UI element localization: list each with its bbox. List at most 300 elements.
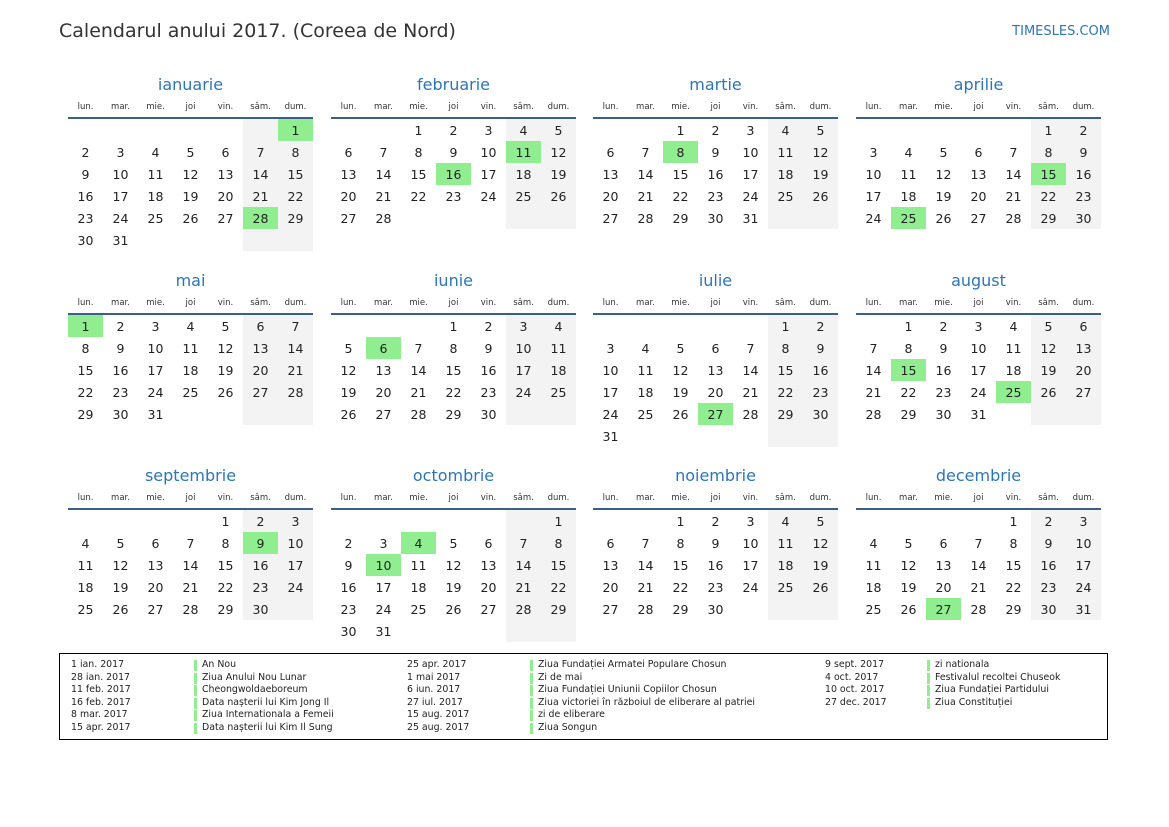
day-cell[interactable]: 17 [1066,554,1101,576]
day-cell[interactable]: 19 [803,554,838,576]
day-cell[interactable]: 8 [414,144,423,160]
day-cell[interactable]: 1 [68,315,103,337]
day-cell[interactable]: 5 [344,340,353,356]
day-cell[interactable]: 8 [449,340,458,356]
day-cell[interactable]: 23 [445,188,462,204]
day-cell[interactable]: 9 [1031,532,1066,554]
day-cell[interactable]: 28 [182,601,199,617]
day-cell[interactable]: 27 [217,210,234,226]
day-cell[interactable]: 13 [243,337,278,359]
day-cell[interactable]: 5 [676,340,685,356]
day-cell[interactable]: 23 [1066,185,1101,207]
day-cell[interactable]: 2 [81,144,90,160]
day-cell[interactable]: 5 [939,144,948,160]
day-cell[interactable]: 14 [243,163,278,185]
day-cell[interactable]: 1 [221,513,230,529]
day-cell[interactable]: 19 [1031,359,1066,381]
day-cell[interactable]: 6 [711,340,720,356]
day-cell[interactable]: 10 [506,337,541,359]
day-cell[interactable]: 3 [278,510,313,532]
day-cell[interactable]: 3 [974,318,983,334]
day-cell[interactable]: 29 [278,207,313,229]
day-cell[interactable]: 11 [410,557,427,573]
day-cell[interactable]: 20 [602,188,619,204]
day-cell[interactable]: 7 [506,532,541,554]
day-cell[interactable]: 12 [112,557,129,573]
day-cell[interactable]: 24 [602,406,619,422]
day-cell[interactable]: 1 [278,119,313,141]
day-cell[interactable]: 4 [904,144,913,160]
day-cell[interactable]: 25 [637,406,654,422]
day-cell[interactable]: 13 [375,362,392,378]
day-cell[interactable]: 25 [410,601,427,617]
day-cell[interactable]: 26 [340,406,357,422]
day-cell[interactable]: 12 [340,362,357,378]
day-cell[interactable]: 18 [147,188,164,204]
day-cell[interactable]: 30 [480,406,497,422]
day-cell[interactable]: 26 [803,185,838,207]
day-cell[interactable]: 18 [768,163,803,185]
day-cell[interactable]: 17 [970,362,987,378]
day-cell[interactable]: 30 [803,403,838,425]
day-cell[interactable]: 24 [278,576,313,598]
day-cell[interactable]: 28 [1005,210,1022,226]
day-cell[interactable]: 1 [541,510,576,532]
day-cell[interactable]: 12 [1031,337,1066,359]
day-cell[interactable]: 21 [410,384,427,400]
day-cell[interactable]: 3 [379,535,388,551]
day-cell[interactable]: 2 [116,318,125,334]
day-cell[interactable]: 18 [182,362,199,378]
day-cell[interactable]: 17 [506,359,541,381]
day-cell[interactable]: 18 [768,554,803,576]
day-cell[interactable]: 29 [672,210,689,226]
day-cell[interactable]: 8 [904,340,913,356]
day-cell[interactable]: 1 [414,122,423,138]
day-cell[interactable]: 13 [602,557,619,573]
day-cell[interactable]: 1 [449,318,458,334]
day-cell[interactable]: 20 [147,579,164,595]
day-cell[interactable]: 29 [77,406,94,422]
day-cell[interactable]: 16 [803,359,838,381]
day-cell[interactable]: 21 [637,579,654,595]
day-cell[interactable]: 8 [768,337,803,359]
day-cell[interactable]: 20 [1066,359,1101,381]
day-cell[interactable]: 7 [641,535,650,551]
day-cell[interactable]: 14 [637,557,654,573]
day-cell[interactable]: 8 [541,532,576,554]
day-cell[interactable]: 29 [445,406,462,422]
day-cell[interactable]: 15 [410,166,427,182]
day-cell[interactable]: 20 [217,188,234,204]
day-cell[interactable]: 11 [865,557,882,573]
day-cell[interactable]: 18 [506,163,541,185]
day-cell[interactable]: 27 [375,406,392,422]
day-cell[interactable]: 1 [904,318,913,334]
day-cell[interactable]: 16 [1031,554,1066,576]
day-cell[interactable]: 2 [939,318,948,334]
day-cell[interactable]: 12 [182,166,199,182]
day-cell[interactable]: 14 [506,554,541,576]
day-cell[interactable]: 25 [768,576,803,598]
day-cell[interactable]: 22 [900,384,917,400]
day-cell[interactable]: 6 [243,315,278,337]
day-cell[interactable]: 21 [865,384,882,400]
day-cell[interactable]: 13 [147,557,164,573]
day-cell[interactable]: 19 [445,579,462,595]
day-cell[interactable]: 15 [672,557,689,573]
day-cell[interactable]: 20 [480,579,497,595]
day-cell[interactable]: 12 [803,141,838,163]
day-cell[interactable]: 17 [742,557,759,573]
day-cell[interactable]: 22 [77,384,94,400]
day-cell[interactable]: 18 [900,188,917,204]
day-cell[interactable]: 14 [278,337,313,359]
day-cell[interactable]: 19 [900,579,917,595]
day-cell[interactable]: 5 [449,535,458,551]
day-cell[interactable]: 21 [742,384,759,400]
day-cell[interactable]: 5 [904,535,913,551]
day-cell[interactable]: 21 [278,359,313,381]
day-cell[interactable]: 22 [217,579,234,595]
day-cell[interactable]: 13 [935,557,952,573]
day-cell[interactable]: 24 [970,384,987,400]
day-cell[interactable]: 16 [243,554,278,576]
day-cell[interactable]: 17 [147,362,164,378]
day-cell[interactable]: 21 [637,188,654,204]
day-cell[interactable]: 18 [410,579,427,595]
day-cell[interactable]: 10 [742,144,759,160]
day-cell[interactable]: 28 [375,210,392,226]
day-cell[interactable]: 1 [1009,513,1018,529]
day-cell[interactable]: 10 [970,340,987,356]
day-cell[interactable]: 10 [602,362,619,378]
day-cell[interactable]: 23 [1031,576,1066,598]
day-cell[interactable]: 4 [151,144,160,160]
day-cell[interactable]: 31 [1066,598,1101,620]
day-cell[interactable]: 20 [340,188,357,204]
day-cell[interactable]: 13 [480,557,497,573]
day-cell[interactable]: 3 [1066,510,1101,532]
day-cell[interactable]: 16 [77,188,94,204]
site-link[interactable]: TIMESLES.COM [1012,24,1110,39]
day-cell[interactable]: 11 [147,166,164,182]
day-cell[interactable]: 27 [602,601,619,617]
day-cell[interactable]: 26 [217,384,234,400]
day-cell[interactable]: 27 [480,601,497,617]
day-cell[interactable]: 15 [541,554,576,576]
day-cell[interactable]: 12 [900,557,917,573]
day-cell[interactable]: 6 [606,535,615,551]
day-cell[interactable]: 19 [803,163,838,185]
day-cell[interactable]: 29 [1005,601,1022,617]
day-cell[interactable]: 29 [900,406,917,422]
day-cell[interactable]: 30 [77,232,94,248]
day-cell[interactable]: 4 [81,535,90,551]
day-cell[interactable]: 23 [480,384,497,400]
day-cell[interactable]: 25 [77,601,94,617]
day-cell[interactable]: 16 [340,579,357,595]
day-cell[interactable]: 5 [541,119,576,141]
day-cell[interactable]: 25 [865,601,882,617]
day-cell[interactable]: 14 [375,166,392,182]
day-cell[interactable]: 12 [935,166,952,182]
day-cell[interactable]: 26 [900,601,917,617]
day-cell[interactable]: 2 [484,318,493,334]
day-cell[interactable]: 31 [375,623,392,639]
day-cell[interactable]: 3 [869,144,878,160]
day-cell[interactable]: 10 [1066,532,1101,554]
day-cell[interactable]: 8 [278,141,313,163]
day-cell[interactable]: 22 [1031,185,1066,207]
day-cell[interactable]: 22 [541,576,576,598]
day-cell[interactable]: 29 [217,601,234,617]
day-cell[interactable]: 18 [1005,362,1022,378]
day-cell[interactable]: 26 [803,576,838,598]
day-cell[interactable]: 26 [182,210,199,226]
day-cell[interactable]: 13 [340,166,357,182]
day-cell[interactable]: 26 [445,601,462,617]
day-cell[interactable]: 8 [1009,535,1018,551]
day-cell[interactable]: 24 [147,384,164,400]
day-cell[interactable]: 15 [672,166,689,182]
day-cell[interactable]: 14 [182,557,199,573]
day-cell[interactable]: 27 [926,598,961,620]
day-cell[interactable]: 10 [480,144,497,160]
day-cell[interactable]: 15 [768,359,803,381]
day-cell[interactable]: 25 [891,207,926,229]
day-cell[interactable]: 15 [445,362,462,378]
day-cell[interactable]: 17 [480,166,497,182]
day-cell[interactable]: 24 [742,579,759,595]
day-cell[interactable]: 28 [243,207,278,229]
day-cell[interactable]: 10 [865,166,882,182]
day-cell[interactable]: 9 [711,535,720,551]
day-cell[interactable]: 11 [768,532,803,554]
day-cell[interactable]: 19 [112,579,129,595]
day-cell[interactable]: 31 [602,428,619,444]
day-cell[interactable]: 28 [637,601,654,617]
day-cell[interactable]: 7 [869,340,878,356]
day-cell[interactable]: 27 [147,601,164,617]
day-cell[interactable]: 21 [506,576,541,598]
day-cell[interactable]: 31 [112,232,129,248]
day-cell[interactable]: 17 [742,166,759,182]
day-cell[interactable]: 17 [865,188,882,204]
day-cell[interactable]: 3 [606,340,615,356]
day-cell[interactable]: 11 [768,141,803,163]
day-cell[interactable]: 12 [445,557,462,573]
day-cell[interactable]: 30 [340,623,357,639]
day-cell[interactable]: 21 [243,185,278,207]
day-cell[interactable]: 4 [768,119,803,141]
day-cell[interactable]: 11 [182,340,199,356]
day-cell[interactable]: 6 [974,144,983,160]
day-cell[interactable]: 19 [340,384,357,400]
day-cell[interactable]: 31 [147,406,164,422]
day-cell[interactable]: 2 [711,122,720,138]
day-cell[interactable]: 30 [707,210,724,226]
day-cell[interactable]: 2 [1066,119,1101,141]
day-cell[interactable]: 27 [602,210,619,226]
day-cell[interactable]: 19 [217,362,234,378]
day-cell[interactable]: 5 [803,119,838,141]
day-cell[interactable]: 12 [803,532,838,554]
day-cell[interactable]: 7 [1009,144,1018,160]
day-cell[interactable]: 20 [970,188,987,204]
day-cell[interactable]: 6 [606,144,615,160]
day-cell[interactable]: 2 [803,315,838,337]
day-cell[interactable]: 30 [112,406,129,422]
day-cell[interactable]: 15 [1005,557,1022,573]
day-cell[interactable]: 2 [449,122,458,138]
day-cell[interactable]: 4 [186,318,195,334]
day-cell[interactable]: 21 [375,188,392,204]
day-cell[interactable]: 26 [541,185,576,207]
day-cell[interactable]: 21 [1005,188,1022,204]
day-cell[interactable]: 18 [77,579,94,595]
day-cell[interactable]: 22 [445,384,462,400]
day-cell[interactable]: 6 [484,535,493,551]
day-cell[interactable]: 27 [698,403,733,425]
day-cell[interactable]: 30 [707,601,724,617]
day-cell[interactable]: 10 [366,554,401,576]
day-cell[interactable]: 16 [112,362,129,378]
day-cell[interactable]: 16 [935,362,952,378]
day-cell[interactable]: 9 [711,144,720,160]
day-cell[interactable]: 22 [672,579,689,595]
day-cell[interactable]: 18 [637,384,654,400]
day-cell[interactable]: 4 [541,315,576,337]
day-cell[interactable]: 16 [436,163,471,185]
day-cell[interactable]: 7 [641,144,650,160]
day-cell[interactable]: 12 [672,362,689,378]
day-cell[interactable]: 6 [366,337,401,359]
day-cell[interactable]: 24 [375,601,392,617]
day-cell[interactable]: 24 [742,188,759,204]
day-cell[interactable]: 7 [379,144,388,160]
day-cell[interactable]: 19 [672,384,689,400]
day-cell[interactable]: 22 [410,188,427,204]
day-cell[interactable]: 2 [344,535,353,551]
day-cell[interactable]: 11 [637,362,654,378]
day-cell[interactable]: 28 [506,598,541,620]
day-cell[interactable]: 30 [243,598,278,620]
day-cell[interactable]: 27 [1066,381,1101,403]
day-cell[interactable]: 24 [865,210,882,226]
day-cell[interactable]: 13 [970,166,987,182]
day-cell[interactable]: 1 [676,122,685,138]
day-cell[interactable]: 9 [344,557,353,573]
day-cell[interactable]: 9 [484,340,493,356]
day-cell[interactable]: 3 [506,315,541,337]
day-cell[interactable]: 29 [672,601,689,617]
day-cell[interactable]: 23 [112,384,129,400]
day-cell[interactable]: 23 [803,381,838,403]
day-cell[interactable]: 7 [974,535,983,551]
day-cell[interactable]: 27 [970,210,987,226]
day-cell[interactable]: 18 [541,359,576,381]
day-cell[interactable]: 23 [243,576,278,598]
day-cell[interactable]: 7 [414,340,423,356]
day-cell[interactable]: 4 [869,535,878,551]
day-cell[interactable]: 5 [221,318,230,334]
day-cell[interactable]: 19 [541,163,576,185]
day-cell[interactable]: 16 [707,557,724,573]
day-cell[interactable]: 20 [375,384,392,400]
day-cell[interactable]: 14 [865,362,882,378]
day-cell[interactable]: 26 [672,406,689,422]
day-cell[interactable]: 28 [278,381,313,403]
day-cell[interactable]: 30 [1066,207,1101,229]
day-cell[interactable]: 3 [746,122,755,138]
day-cell[interactable]: 11 [900,166,917,182]
day-cell[interactable]: 7 [186,535,195,551]
day-cell[interactable]: 21 [182,579,199,595]
day-cell[interactable]: 9 [449,144,458,160]
day-cell[interactable]: 24 [480,188,497,204]
day-cell[interactable]: 2 [243,510,278,532]
day-cell[interactable]: 30 [935,406,952,422]
day-cell[interactable]: 25 [541,381,576,403]
day-cell[interactable]: 17 [375,579,392,595]
day-cell[interactable]: 13 [602,166,619,182]
day-cell[interactable]: 3 [151,318,160,334]
day-cell[interactable]: 13 [1066,337,1101,359]
day-cell[interactable]: 26 [1031,381,1066,403]
day-cell[interactable]: 24 [112,210,129,226]
day-cell[interactable]: 31 [970,406,987,422]
day-cell[interactable]: 11 [506,141,541,163]
day-cell[interactable]: 3 [484,122,493,138]
day-cell[interactable]: 2 [1031,510,1066,532]
day-cell[interactable]: 20 [602,579,619,595]
day-cell[interactable]: 11 [541,337,576,359]
day-cell[interactable]: 14 [970,557,987,573]
day-cell[interactable]: 8 [1031,141,1066,163]
day-cell[interactable]: 4 [768,510,803,532]
day-cell[interactable]: 10 [278,532,313,554]
day-cell[interactable]: 25 [768,185,803,207]
day-cell[interactable]: 9 [1066,141,1101,163]
day-cell[interactable]: 13 [707,362,724,378]
day-cell[interactable]: 28 [637,210,654,226]
day-cell[interactable]: 5 [186,144,195,160]
day-cell[interactable]: 4 [506,119,541,141]
day-cell[interactable]: 14 [410,362,427,378]
day-cell[interactable]: 4 [1009,318,1018,334]
day-cell[interactable]: 7 [278,315,313,337]
day-cell[interactable]: 14 [1005,166,1022,182]
day-cell[interactable]: 25 [147,210,164,226]
day-cell[interactable]: 3 [116,144,125,160]
day-cell[interactable]: 21 [970,579,987,595]
day-cell[interactable]: 5 [803,510,838,532]
day-cell[interactable]: 2 [711,513,720,529]
day-cell[interactable]: 6 [939,535,948,551]
day-cell[interactable]: 8 [663,141,698,163]
day-cell[interactable]: 6 [1066,315,1101,337]
day-cell[interactable]: 17 [278,554,313,576]
day-cell[interactable]: 31 [742,210,759,226]
day-cell[interactable]: 18 [865,579,882,595]
day-cell[interactable]: 5 [1031,315,1066,337]
day-cell[interactable]: 7 [746,340,755,356]
day-cell[interactable]: 22 [672,188,689,204]
day-cell[interactable]: 28 [970,601,987,617]
day-cell[interactable]: 11 [1005,340,1022,356]
day-cell[interactable]: 24 [1066,576,1101,598]
